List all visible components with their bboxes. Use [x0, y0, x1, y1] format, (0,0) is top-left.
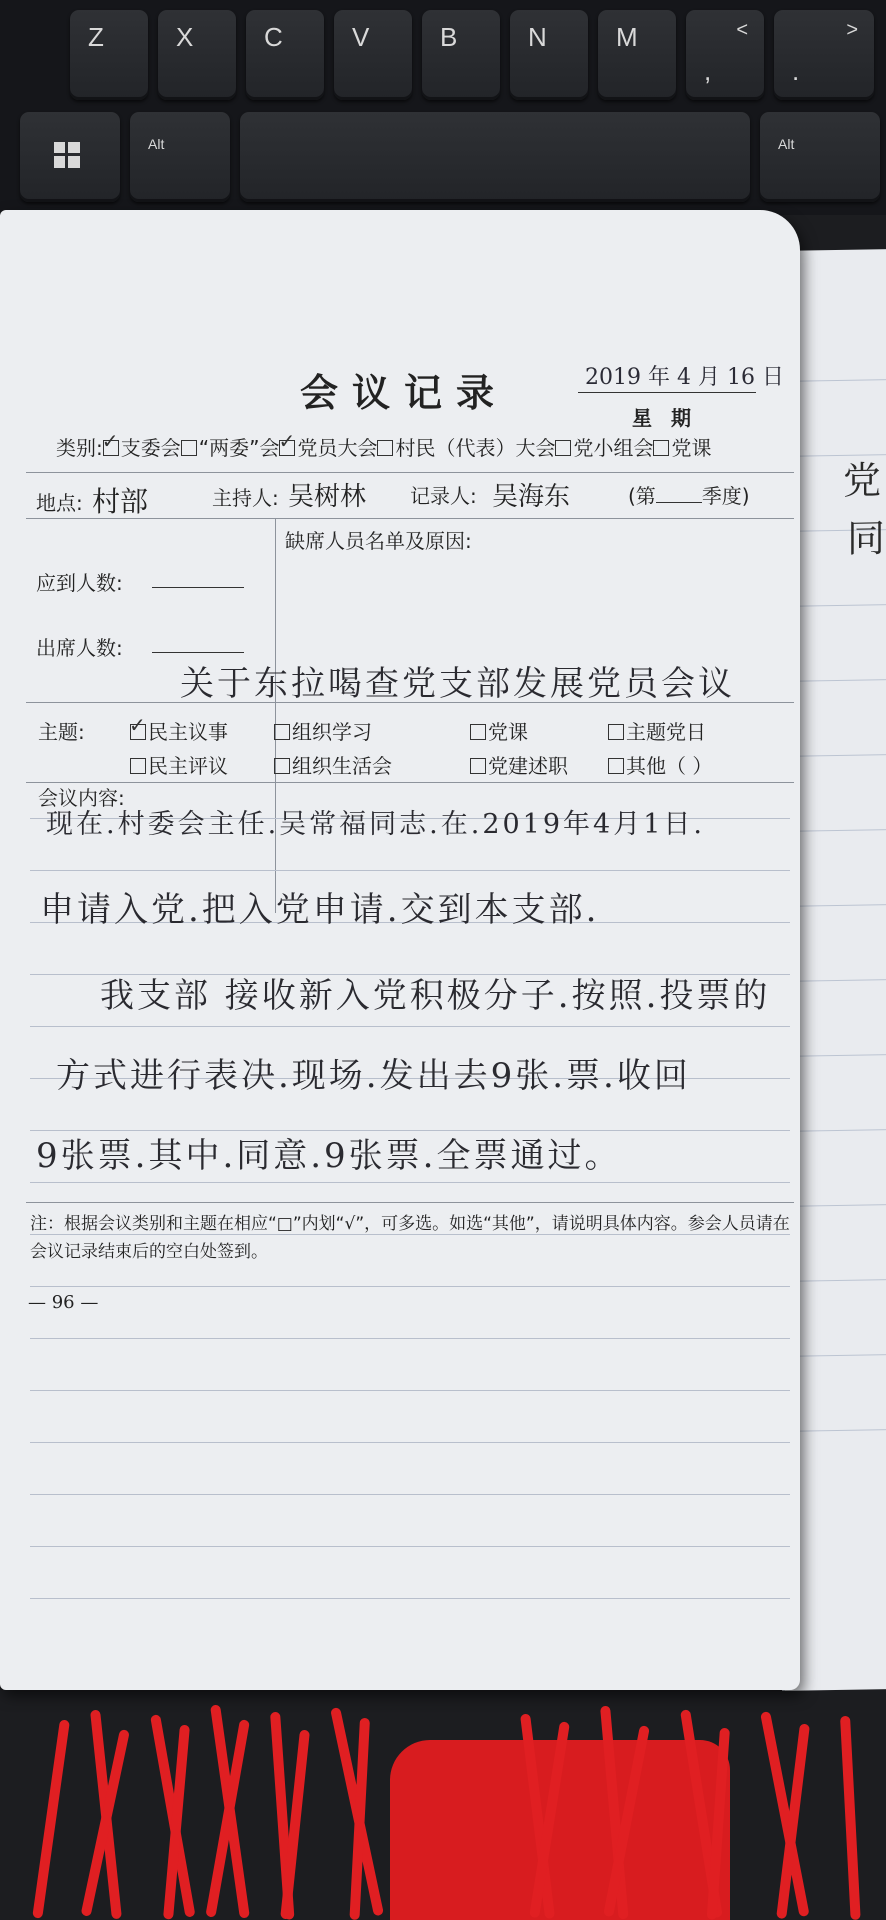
page-number: — 96 — [28, 1292, 99, 1313]
recorder-label: 记录人: [410, 484, 477, 508]
key-label: C [264, 22, 283, 52]
key-comma[interactable] [686, 10, 764, 100]
checkbox[interactable] [470, 724, 486, 740]
topic-text: 民主议事 [148, 720, 228, 744]
absent-label: 缺席人员名单及原因: [285, 529, 472, 553]
category-option: 党课 [671, 436, 712, 460]
checkbox[interactable] [608, 724, 624, 740]
key-windows[interactable] [20, 112, 120, 202]
checkbox[interactable] [377, 440, 393, 456]
checkbox[interactable] [653, 440, 669, 456]
category-option: 党小组会 [573, 436, 654, 460]
topic-text: 民主评议 [148, 754, 228, 778]
checkbox[interactable] [608, 758, 624, 774]
key-label: V [352, 22, 370, 52]
content-label: 会议内容: [38, 786, 125, 810]
topic-option[interactable] [608, 716, 706, 745]
key-period[interactable] [774, 10, 874, 100]
topic-option[interactable] [274, 716, 372, 745]
category-option: “两委”会 [198, 436, 280, 460]
content-line: 我支部 接收新入党积极分子.按照.投票的 [100, 976, 771, 1016]
topic-option[interactable] [130, 750, 228, 779]
content-line: 关于东拉喝查党支部发展党员会议 [180, 664, 735, 704]
content-line: 现在.村委会主任.吴常福同志.在.2019年4月1日. [46, 809, 705, 840]
checkbox[interactable] [130, 758, 146, 774]
key-n[interactable] [510, 10, 588, 100]
topic-text: 组织生活会 [292, 754, 392, 778]
checkbox-checked[interactable] [103, 440, 119, 456]
topic-text: 党课 [488, 720, 528, 744]
content-line: 申请入党.把入党申请.交到本支部. [40, 890, 600, 930]
key-label: N [528, 22, 547, 52]
topic-option[interactable] [470, 716, 528, 745]
key-alt-left[interactable] [130, 112, 230, 202]
key-label: Alt [148, 136, 165, 152]
key-label: Z [88, 22, 104, 52]
topic-text: 其他（ ） [626, 754, 713, 778]
windows-logo-icon [54, 142, 80, 168]
key-space[interactable] [240, 112, 750, 202]
key-label: < [736, 19, 748, 41]
key-sublabel: , [704, 56, 712, 86]
key-z[interactable] [70, 10, 148, 100]
key-x[interactable] [158, 10, 236, 100]
topic-label: 主题: [38, 720, 85, 744]
weekday-label: 星 期 [632, 406, 697, 430]
key-sublabel: . [792, 56, 800, 86]
quarter-field [628, 480, 750, 509]
topic-option[interactable] [608, 750, 712, 779]
category-label: 类别: [56, 436, 103, 460]
checkbox-checked[interactable] [279, 440, 295, 456]
key-m[interactable] [598, 10, 676, 100]
topic-text: 党建述职 [488, 754, 568, 778]
category-option: 支委会 [120, 436, 181, 460]
category-option: 村民（代表）大会 [395, 436, 556, 460]
key-label: X [176, 22, 194, 52]
key-label: M [616, 22, 638, 52]
topic-option[interactable] [470, 750, 568, 779]
meeting-date: 2019 年 4 月 16 日 [585, 365, 784, 390]
key-c[interactable] [246, 10, 324, 100]
location-label: 地点: [36, 491, 83, 515]
key-label: > [846, 19, 858, 41]
topic-option[interactable] [274, 750, 392, 779]
checkbox[interactable] [274, 758, 290, 774]
quarter-prefix: (第 [628, 484, 656, 508]
category-row [56, 432, 711, 461]
keyboard [0, 0, 886, 215]
recorder-value: 吴海东 [492, 482, 571, 512]
attended-label: 出席人数: [36, 636, 123, 660]
host-value: 吴树林 [288, 482, 367, 512]
key-v[interactable] [334, 10, 412, 100]
form-note: 注：根据会议类别和主题在相应“□”内划“√”，可多选。如选“其他”，请说明具体内容。参会人员请在会议记录结束后的空白处签到。 [30, 1214, 790, 1262]
meeting-record-page [0, 210, 800, 1690]
host-label: 主持人: [212, 486, 279, 510]
right-page-text: 同 [847, 516, 886, 561]
page-title: 会议记录 [300, 370, 509, 415]
content-line: 9张票.其中.同意.9张票.全票通过。 [36, 1136, 622, 1176]
topic-option[interactable] [130, 716, 228, 745]
checkbox[interactable] [555, 440, 571, 456]
topic-text: 主题党日 [626, 720, 706, 744]
key-label: B [440, 22, 458, 52]
key-alt-right[interactable] [760, 112, 880, 202]
location-value: 村部 [92, 485, 149, 518]
topic-text: 组织学习 [292, 720, 372, 744]
content-line: 方式进行表决.现场.发出去9张.票.收回 [56, 1056, 691, 1096]
quarter-suffix: 季度) [701, 484, 750, 508]
expected-label: 应到人数: [36, 571, 123, 595]
checkbox[interactable] [181, 440, 197, 456]
category-option: 党员大会 [297, 436, 378, 460]
checkbox[interactable] [274, 724, 290, 740]
right-page-text: 党 [843, 458, 882, 503]
checkbox[interactable] [470, 758, 486, 774]
key-b[interactable] [422, 10, 500, 100]
red-scarf [0, 1700, 886, 1920]
key-label: Alt [778, 136, 795, 152]
checkbox-checked[interactable] [130, 724, 146, 740]
